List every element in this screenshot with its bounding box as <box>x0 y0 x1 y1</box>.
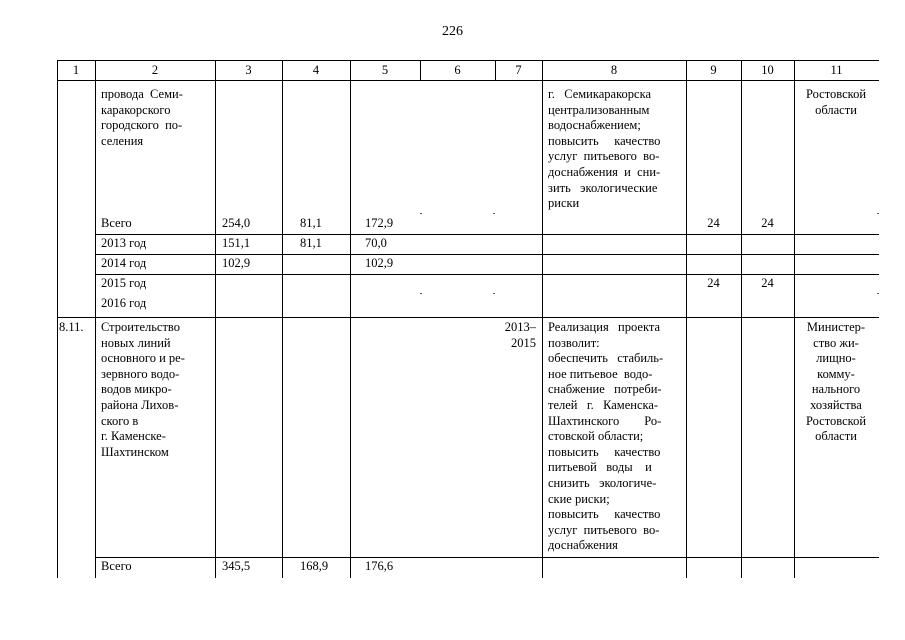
row-label: 2015 год <box>101 276 147 290</box>
page-number: 226 <box>442 24 463 39</box>
executor-text: хозяйства <box>810 398 862 412</box>
row-border <box>95 557 879 558</box>
executor-text: Ростовской <box>805 87 867 101</box>
row-label: Всего <box>101 216 132 230</box>
executor-text: нального <box>811 382 861 397</box>
project-name-text: зервного водо- <box>101 366 180 381</box>
project-goal-text: Шахтинского Ро- <box>548 413 662 428</box>
column-border <box>741 60 742 578</box>
project-goal-text: водоснабжением; <box>548 118 641 133</box>
project-name-text: городского по- <box>101 118 183 133</box>
column-border <box>542 60 543 578</box>
executor-text: лищно- <box>816 351 856 366</box>
period-text: 2013– <box>504 320 536 334</box>
column-header-2: 2 <box>151 63 159 77</box>
row-label: 2016 год <box>101 296 147 310</box>
column-header-11: 11 <box>830 63 843 77</box>
cell-value: 81,1 <box>300 216 322 230</box>
column-header-9: 9 <box>710 63 717 77</box>
header-bottom-border <box>57 80 879 81</box>
cell-value: 24 <box>761 276 774 290</box>
project-name-text: г. Каменске- <box>101 429 166 444</box>
column-border <box>57 60 58 578</box>
scan-speck <box>420 293 422 294</box>
cell-value: 176,6 <box>365 559 394 573</box>
project-goal-text: телей г. Каменска- <box>548 398 659 412</box>
project-goal-text: питьевой воды и <box>548 460 652 475</box>
cell-value: 168,9 <box>300 559 329 573</box>
column-header-5: 5 <box>381 63 389 77</box>
project-goal-text: снизить экологиче- <box>548 476 657 490</box>
column-border <box>95 60 96 578</box>
project-name-text: Шахтинском <box>101 444 169 459</box>
row-border <box>95 234 879 235</box>
project-goal-text: повысить качество <box>548 507 661 522</box>
project-goal-text: снабжение потреби- <box>548 382 662 397</box>
project-goal-text: доснабжения и сни- <box>548 165 661 179</box>
project-goal-text: централизованным <box>548 102 650 117</box>
cell-value: 24 <box>761 216 774 230</box>
scan-speck <box>877 293 879 294</box>
column-border <box>215 60 216 578</box>
cell-value: 345,5 <box>222 559 251 573</box>
project-name-text: Строительство <box>101 320 181 334</box>
column-header-3: 3 <box>245 63 252 77</box>
executor-text: ство жи- <box>813 335 859 350</box>
period-text: 2015 <box>511 335 536 350</box>
executor-text: Министер- <box>806 320 866 334</box>
column-border <box>282 60 283 578</box>
row-label: Всего <box>101 559 132 573</box>
cell-value: 151,1 <box>222 236 251 250</box>
executor-text: Ростовской <box>805 413 867 428</box>
project-goal-text: повысить качество <box>548 444 661 459</box>
column-border <box>686 60 687 578</box>
project-name-text: селения <box>101 133 144 148</box>
project-goal-text: зить экологические <box>548 180 658 195</box>
cell-value: 172,9 <box>365 216 394 230</box>
row-label: 2013 год <box>101 236 147 250</box>
project-goal-text: позволит: <box>548 335 600 350</box>
project-goal-text: ские риски; <box>548 491 610 506</box>
project-name-text: провода Семи- <box>101 87 183 101</box>
scan-speck <box>493 213 495 214</box>
project-name-text: основного и ре- <box>101 351 185 366</box>
project-goal-text: повысить качество <box>548 133 661 148</box>
cell-value: 70,0 <box>365 236 387 250</box>
cell-value: 102,9 <box>365 256 394 270</box>
column-header-10: 10 <box>761 63 774 77</box>
item-number: 8.11. <box>59 320 84 334</box>
scan-speck <box>877 213 879 214</box>
scan-speck <box>420 213 422 214</box>
project-goal-text: услуг питьевого во- <box>548 149 660 164</box>
project-goal-text: обеспечить стабиль- <box>548 351 664 366</box>
scan-speck <box>493 293 495 294</box>
block-separator <box>57 317 879 318</box>
project-goal-text: услуг питьевого во- <box>548 522 660 537</box>
column-header-4: 4 <box>312 63 320 77</box>
executor-text: комму- <box>817 366 855 381</box>
row-label: 2014 год <box>101 256 147 270</box>
project-goal-text: г. Семикаракорска <box>548 87 652 101</box>
column-header-6: 6 <box>454 63 461 77</box>
cell-value: 24 <box>707 216 720 230</box>
project-goal-text: стовской области; <box>548 429 644 444</box>
cell-value: 254,0 <box>222 216 251 230</box>
column-border <box>794 60 795 578</box>
project-name-text: новых линий <box>101 335 171 350</box>
cell-value: 81,1 <box>300 236 322 250</box>
project-goal-text: Реализация проекта <box>548 320 661 334</box>
project-name-text: водов микро- <box>101 382 172 397</box>
project-name-text: ского в <box>101 413 139 428</box>
project-goal-text: ное питьевое водо- <box>548 366 653 381</box>
project-name-text: района Лихов- <box>101 398 179 412</box>
project-goal-text: риски <box>548 196 580 211</box>
column-border <box>350 60 351 578</box>
project-name-text: каракорского <box>101 102 171 117</box>
column-header-8: 8 <box>610 63 618 77</box>
row-border <box>95 274 879 275</box>
project-goal-text: доснабжения <box>548 538 618 553</box>
table-top-border <box>57 60 879 61</box>
cell-value: 102,9 <box>222 256 251 270</box>
row-border <box>95 254 879 255</box>
executor-text: области <box>815 429 857 444</box>
column-header-7: 7 <box>515 63 522 77</box>
cell-value: 24 <box>707 276 720 290</box>
executor-text: области <box>815 102 857 117</box>
column-header-1: 1 <box>72 63 80 77</box>
